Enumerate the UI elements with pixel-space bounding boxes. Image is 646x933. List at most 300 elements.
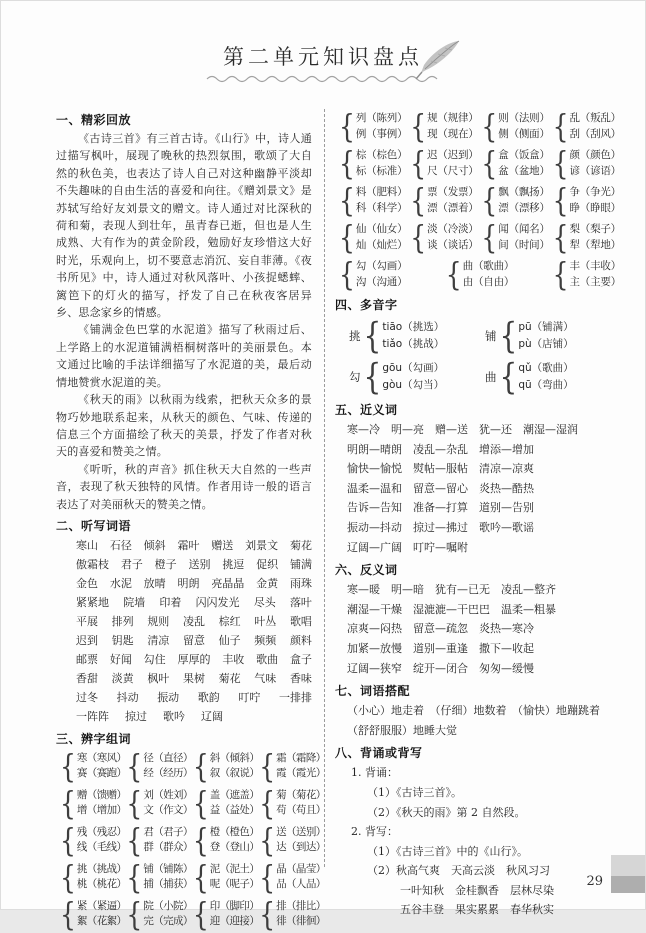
bracket-word: 漂（漂移）: [498, 201, 550, 214]
bracket-group: [481, 218, 550, 257]
bracket-pair: [210, 751, 260, 782]
bracket-pair: [569, 222, 621, 253]
bracket-word: 漂（漂着）: [427, 201, 479, 214]
section-heading-dictation: 二、听写词语: [56, 518, 132, 533]
section-heading-polyphone: 四、多音字: [335, 298, 398, 312]
bracket-pair: [143, 862, 193, 893]
recite-line: （1）《古诗三首》。: [367, 785, 462, 799]
page-edge-tab: [611, 855, 645, 893]
polyphone-item: [485, 354, 621, 397]
polyphone-reading: gòu（勾当）: [382, 378, 445, 391]
bracket-word: 飘（飘扬）: [498, 186, 550, 198]
polyphone-char: 铺: [485, 328, 497, 343]
bracket-group: [552, 181, 621, 220]
word: 迟到: [76, 633, 98, 647]
polyphone-readings: [382, 360, 444, 393]
bracket-group: [192, 747, 260, 785]
word-line: [56, 707, 312, 726]
bracket-pair: [570, 259, 622, 290]
bracket-word: 残（残忍）: [76, 825, 127, 838]
bracket-group: [552, 255, 621, 294]
text-line: 愉快—愉悦 熨帖—服帖 清凉—凉爽: [347, 462, 534, 476]
bracket-group: [481, 144, 550, 183]
word: 刘景文: [245, 538, 279, 552]
polyphone-reading: qǔ（歌曲）: [518, 362, 574, 374]
polyphone-reading: tiǎo（挑战）: [382, 337, 445, 350]
word: 歌曲: [256, 652, 279, 666]
paragraph: 《秋天的雨》以秋雨为线索，把秋天众多的景物巧妙地联系起来，从秋天的颜色、气味、传递的信息三个方面描绘了秋天的美景，抒发了作者对秋天的喜爱和赞美之情。: [56, 393, 312, 459]
brace-icon: {: [339, 218, 355, 257]
word: 一阵阵: [76, 709, 109, 723]
bracket-group: [339, 218, 408, 257]
brace-icon: {: [552, 107, 569, 146]
bracket-word: 院（小院）: [143, 899, 193, 912]
bracket-group: [552, 218, 621, 257]
text-line: 告诉—告知 准备—打算 道别—告别: [347, 501, 534, 515]
bracket-group: [410, 218, 479, 257]
bracket-group: [192, 895, 260, 933]
word: 歌吟: [163, 709, 185, 723]
bracket-word: 谚（谚语）: [569, 164, 621, 177]
bracket-group: [60, 858, 127, 896]
bracket-pair: [498, 185, 550, 216]
brace-icon: {: [481, 218, 498, 257]
bracket-pair: [77, 825, 127, 856]
word: 掠过: [125, 709, 147, 723]
bracket-word: 泥（泥土）: [209, 862, 260, 875]
brace-icon: {: [552, 255, 569, 294]
word: 霜叶: [177, 538, 200, 552]
bracket-group: [259, 784, 326, 822]
polyphone-readings: [382, 319, 444, 352]
word: 放晴: [143, 576, 166, 590]
word: 印着: [159, 595, 182, 609]
recitation-list: [335, 763, 621, 920]
bracket-pair: [498, 148, 550, 179]
bracket-word: 君（君子）: [143, 825, 193, 838]
polyphone-item: [349, 313, 485, 356]
bracket-pair: [77, 788, 127, 819]
bracket-group: [192, 858, 260, 896]
word: 仙子: [218, 633, 241, 647]
bracket-word: 刮（刮风）: [569, 127, 621, 140]
review-paragraphs: [56, 130, 312, 513]
bracket-word: 寒（寒风）: [76, 751, 127, 764]
brace-icon: {: [259, 895, 276, 933]
collocation-list: [335, 701, 621, 740]
brace-icon: {: [410, 218, 427, 257]
bracket-row: [56, 821, 326, 859]
bracket-group: [259, 895, 326, 933]
section-heading-collocations: 七、词语搭配: [335, 684, 411, 699]
brace-icon: {: [126, 747, 143, 785]
bracket-row: [335, 181, 621, 220]
brace-icon: {: [410, 144, 427, 183]
text-line: 辽阔—广阔 叮咛—嘱咐: [347, 540, 468, 554]
bracket-pair: [356, 111, 408, 142]
bracket-group: [339, 181, 408, 220]
bracket-word: 颜（颜色）: [569, 149, 621, 161]
bracket-word: 铺（铺陈）: [143, 862, 193, 875]
bracket-word: 淡（冷淡）: [427, 223, 479, 235]
bracket-word: 絮（花絮）: [76, 915, 127, 928]
word: 平展: [76, 614, 98, 628]
brace-icon: {: [60, 895, 76, 933]
word: 挑逗: [222, 557, 245, 571]
bracket-pair: [463, 259, 515, 290]
bracket-pair: [276, 788, 326, 819]
brace-icon: {: [339, 255, 355, 294]
bracket-group: [445, 255, 515, 294]
word: 石径: [109, 538, 132, 552]
text-line: 振动—抖动 掠过—拂过 歌吟—歌谣: [347, 520, 534, 534]
bracket-row: [56, 895, 326, 933]
brace-icon: {: [60, 784, 76, 822]
bracket-word: 益（益处）: [209, 804, 260, 817]
bracket-word: 经（经历）: [143, 767, 193, 780]
polyphone-readings: [518, 319, 573, 352]
discrimination-groups-left: [56, 747, 326, 933]
word: 金色: [76, 576, 98, 590]
bracket-row: [335, 144, 621, 183]
word: 院墙: [123, 595, 146, 609]
polyphone-char: 挑: [349, 328, 361, 343]
bracket-word: 由（自由）: [462, 275, 515, 288]
bracket-word: 梨（梨子）: [569, 223, 621, 235]
bracket-row: [56, 784, 326, 822]
text-line: 凉爽—闷热 留意—疏忽 炎热—寒冷: [347, 622, 534, 636]
section-heading-review: 一、精彩回放: [56, 113, 132, 127]
bracket-word: 侧（侧面）: [498, 127, 550, 140]
word: 金黄: [256, 576, 279, 590]
section-heading-synonyms: 五、近义词: [335, 403, 398, 417]
word: 抖动: [116, 690, 139, 704]
bracket-pair: [569, 111, 621, 142]
word: 傲霜枝: [76, 557, 109, 571]
bracket-word: 达（到达）: [276, 841, 326, 854]
word: 留意: [182, 633, 205, 647]
word: 菊花: [218, 671, 241, 685]
bracket-pair: [498, 111, 550, 142]
bracket-word: 仙（仙女）: [355, 223, 408, 235]
bracket-group: [126, 747, 193, 785]
brace-icon: {: [259, 858, 276, 896]
text-line: 寒—冷 明—亮 赠—送 犹—还 潮湿—湿润: [347, 423, 578, 436]
bracket-group: [126, 895, 193, 933]
bracket-word: 迎（迎接）: [209, 915, 260, 928]
bracket-pair: [356, 259, 408, 290]
polyphone-item: [485, 313, 621, 356]
bracket-word: 徘（徘徊）: [276, 915, 326, 928]
word: 振动: [157, 690, 180, 704]
bracket-pair: [276, 751, 326, 782]
word: 钥匙: [111, 633, 134, 647]
bracket-word: 现（现在）: [427, 127, 479, 140]
bracket-word: 印（脚印）: [209, 899, 260, 912]
bracket-pair: [143, 899, 193, 930]
bracket-word: 料（肥料）: [355, 186, 408, 198]
word: 盒子: [289, 652, 312, 666]
word: 叮咛: [238, 690, 261, 704]
brace-icon: {: [410, 107, 427, 146]
polyphone-reading: pù（店铺）: [518, 337, 574, 350]
bracket-pair: [210, 899, 260, 930]
bracket-row: [335, 255, 621, 294]
bracket-word: 盒（饭盒）: [498, 149, 550, 161]
bracket-word: 灿（灿烂）: [355, 238, 408, 251]
bracket-word: 谈（谈话）: [427, 238, 479, 251]
word-line: [56, 612, 312, 631]
word: 勾住: [143, 652, 166, 666]
word: 落叶: [289, 595, 312, 609]
bracket-pair: [569, 148, 621, 179]
bracket-group: [60, 784, 127, 822]
brace-icon: {: [192, 858, 209, 896]
brace-icon: {: [481, 144, 498, 183]
word: 橙子: [154, 557, 177, 571]
bracket-group: [259, 858, 326, 896]
bracket-word: 刘（姓刘）: [143, 788, 193, 801]
bracket-word: 间（时间）: [498, 238, 550, 251]
bracket-word: 紧（紧逼）: [76, 899, 127, 912]
brace-icon: {: [192, 821, 209, 859]
brace-icon: {: [259, 821, 276, 859]
word: 叶丛: [254, 614, 277, 628]
brace-icon: {: [192, 784, 209, 822]
bracket-group: [481, 107, 550, 146]
bracket-group: [192, 784, 260, 822]
bracket-word: 勾（勾画）: [355, 260, 408, 272]
bracket-pair: [143, 825, 193, 856]
recite-line: 1. 背诵：: [351, 766, 398, 780]
polyphone-char: 曲: [485, 369, 497, 384]
word: 送别: [188, 557, 211, 571]
recite-line: （2）《秋天的雨》第 2 自然段。: [367, 805, 526, 819]
brace-icon: {: [499, 313, 518, 356]
bracket-group: [339, 255, 408, 294]
word-line: [56, 669, 312, 688]
recite-line: （1）《古诗三首》中的《山行》。: [367, 844, 528, 858]
bracket-row: [335, 218, 621, 257]
word: 枫叶: [147, 671, 170, 685]
brace-icon: {: [481, 181, 498, 220]
bracket-pair: [210, 788, 260, 819]
bracket-word: 科（科学）: [355, 201, 408, 214]
page-title: 第二单元知识盘点: [223, 45, 423, 69]
section-heading-discrimination: 三、辨字组词: [56, 731, 132, 746]
bracket-word: 棕（棕色）: [355, 149, 408, 161]
bracket-word: 晶（晶莹）: [276, 862, 326, 875]
polyphone-reading: pū（铺满）: [518, 321, 574, 333]
bracket-pair: [276, 862, 326, 893]
bracket-word: 丰（丰收）: [569, 260, 621, 272]
bracket-word: 盆（盆地）: [498, 164, 550, 177]
polyphone-list: [335, 315, 621, 397]
bracket-group: [60, 821, 127, 859]
word: 厚厚的: [177, 652, 211, 666]
dictation-word-list: [56, 536, 312, 726]
bracket-word: 沟（沟通）: [355, 275, 408, 288]
page-number: 29: [586, 874, 603, 889]
bracket-word: 完（完成）: [143, 915, 193, 928]
text-line: 辽阔—狭窄 绽开—闭合 匆匆—缓慢: [347, 661, 534, 675]
polyphone-char: 勾: [349, 369, 361, 384]
bracket-group: [60, 895, 127, 933]
bracket-group: [192, 821, 260, 859]
word: 果树: [182, 671, 205, 685]
brace-icon: {: [192, 895, 209, 933]
bracket-word: 径（直径）: [143, 751, 193, 764]
bracket-word: 群（群众）: [143, 841, 193, 854]
bracket-word: 菊（菊花）: [276, 788, 326, 801]
word-line: [56, 536, 312, 555]
bracket-word: 橙（橙色）: [209, 825, 260, 838]
recite-line: （2）秋高气爽 天高云淡 秋风习习: [367, 864, 550, 878]
word: 淡黄: [111, 671, 134, 685]
text-line: 潮湿—干燥 湿漉漉—干巴巴 温柔—粗暴: [347, 602, 556, 616]
paragraph: 《古诗三首》有三首古诗。《山行》中，诗人通过描写枫叶，展现了晚秋的热烈氛围，歌颂了大自然的秋色美，也表达了诗人自己对这种幽静平淡却不失趣味的自由生活的喜爱和向往。《赠刘景文》是苏轼写给好友刘景文的赠文。诗人通过对比深秋的荷和菊，表现人到壮年，虽青春已逝，但也是人生成熟、大有作为的黄金阶段，勉励好友珍惜这大好时光，乐观向上，切不要意志消沉、妄自菲薄。《夜书所见》中，诗人通过对秋风落叶、小孩捉蟋蟀、篱笆下的灯火的描写，抒发了自己在秋夜客居异乡、思念家乡的情感。: [56, 132, 312, 320]
word: 倾斜: [143, 538, 166, 552]
bracket-pair: [356, 185, 408, 216]
bracket-pair: [210, 825, 260, 856]
bracket-group: [339, 144, 408, 183]
bracket-pair: [356, 222, 408, 253]
brace-icon: {: [481, 107, 498, 146]
brace-icon: {: [192, 747, 209, 785]
word: 君子: [120, 557, 143, 571]
bracket-word: 线（毛线）: [76, 841, 127, 854]
bracket-row: [56, 747, 326, 785]
word: 雨珠: [289, 576, 312, 590]
bracket-word: 赛（赛跑）: [76, 767, 127, 780]
word: 过冬: [76, 690, 98, 704]
bracket-word: 曲（歌曲）: [462, 260, 515, 272]
word: 歌唱: [289, 614, 312, 628]
word: 排列: [111, 614, 134, 628]
word: 明朗: [177, 576, 200, 590]
text-line: （舒舒服服）地睡大觉: [347, 723, 457, 737]
bracket-group: [126, 784, 193, 822]
bracket-word: 排（排比）: [276, 899, 326, 912]
brace-icon: {: [339, 107, 355, 146]
brace-icon: {: [259, 784, 276, 822]
bracket-word: 则（法则）: [498, 112, 550, 124]
discrimination-groups-right: [335, 107, 621, 294]
word: 促织: [256, 557, 279, 571]
word: 歌韵: [197, 690, 220, 704]
polyphone-readings: [518, 360, 573, 393]
brace-icon: {: [445, 255, 462, 294]
word: 一排排: [278, 690, 312, 704]
word-line: [56, 555, 312, 574]
bracket-word: 犁（犁地）: [569, 238, 621, 251]
bracket-word: 争（争光）: [569, 186, 621, 198]
bracket-pair: [427, 222, 479, 253]
bracket-pair: [276, 825, 326, 856]
word: 赠送: [211, 538, 234, 552]
bracket-word: 登（登山）: [209, 841, 260, 854]
bracket-group: [552, 144, 621, 183]
brace-icon: {: [552, 218, 569, 257]
page-header: [1, 1, 645, 103]
text-line: 温柔—温和 留意—留心 炎热—酷热: [347, 481, 534, 495]
word-line: [56, 631, 312, 650]
bracket-word: 桃（桃花）: [76, 878, 127, 891]
word-line: [56, 593, 312, 612]
polyphone-reading: qū（弯曲）: [518, 378, 574, 391]
brace-icon: {: [126, 895, 143, 933]
bracket-pair: [498, 222, 550, 253]
bracket-pair: [427, 185, 479, 216]
bracket-pair: [77, 899, 127, 930]
bracket-word: 规（规律）: [427, 112, 479, 124]
word-line: [56, 650, 312, 669]
bracket-word: 列（陈列）: [355, 112, 408, 124]
bracket-group: [259, 821, 326, 859]
bracket-word: 斜（倾斜）: [209, 751, 260, 764]
bracket-group: [339, 107, 408, 146]
brace-icon: {: [552, 144, 569, 183]
brace-icon: {: [339, 144, 355, 183]
bracket-pair: [276, 899, 326, 930]
bracket-group: [410, 144, 479, 183]
word: 菊花: [289, 538, 312, 552]
polyphone-reading: tiāo（挑选）: [382, 321, 445, 333]
bracket-pair: [143, 788, 193, 819]
brace-icon: {: [499, 354, 518, 397]
bracket-pair: [143, 751, 193, 782]
bracket-word: 睁（睁眼）: [569, 201, 621, 214]
brace-icon: {: [126, 821, 143, 859]
bracket-word: 盖（遮盖）: [209, 788, 260, 801]
bracket-group: [552, 107, 621, 146]
bracket-word: 挑（挑战）: [76, 862, 127, 875]
recite-line: 五谷丰登 果实累累 春华秋实: [400, 903, 554, 917]
column-divider: [324, 109, 325, 867]
brace-icon: {: [410, 181, 427, 220]
text-line: 寒—暖 明—暗 犹有—已无 凌乱—整齐: [347, 583, 556, 597]
bracket-word: 呢（呢子）: [209, 878, 260, 891]
synonym-list: [335, 420, 621, 557]
word: 亮晶晶: [211, 576, 245, 590]
brace-icon: {: [363, 313, 382, 356]
section-heading-recitation: 八、背诵或背写: [335, 746, 423, 761]
bracket-word: 迟（迟到）: [427, 149, 479, 161]
bracket-word: 送（送别）: [276, 825, 326, 838]
bracket-word: 乱（叛乱）: [569, 112, 621, 124]
text-line: 明朗—晴朗 凌乱—杂乱 增添—增加: [347, 442, 534, 456]
word: 规则: [147, 614, 170, 628]
word: 凌乱: [182, 614, 205, 628]
bracket-group: [410, 181, 479, 220]
bracket-word: 增（增加）: [76, 804, 127, 817]
word: 气味: [254, 671, 277, 685]
bracket-word: 票（发票）: [427, 186, 479, 198]
bracket-pair: [356, 148, 408, 179]
word: 频频: [254, 633, 277, 647]
bracket-pair: [210, 862, 260, 893]
bracket-group: [259, 747, 326, 785]
bracket-word: 例（事例）: [355, 127, 408, 140]
bracket-word: 主（主要）: [569, 275, 621, 288]
bracket-word: 捕（捕获）: [143, 878, 193, 891]
bracket-pair: [77, 751, 127, 782]
left-column: [56, 107, 326, 933]
bracket-row: [335, 107, 621, 146]
bracket-pair: [427, 148, 479, 179]
bracket-word: 赠（馈赠）: [76, 788, 127, 801]
bracket-word: 霞（霞光）: [276, 767, 326, 780]
